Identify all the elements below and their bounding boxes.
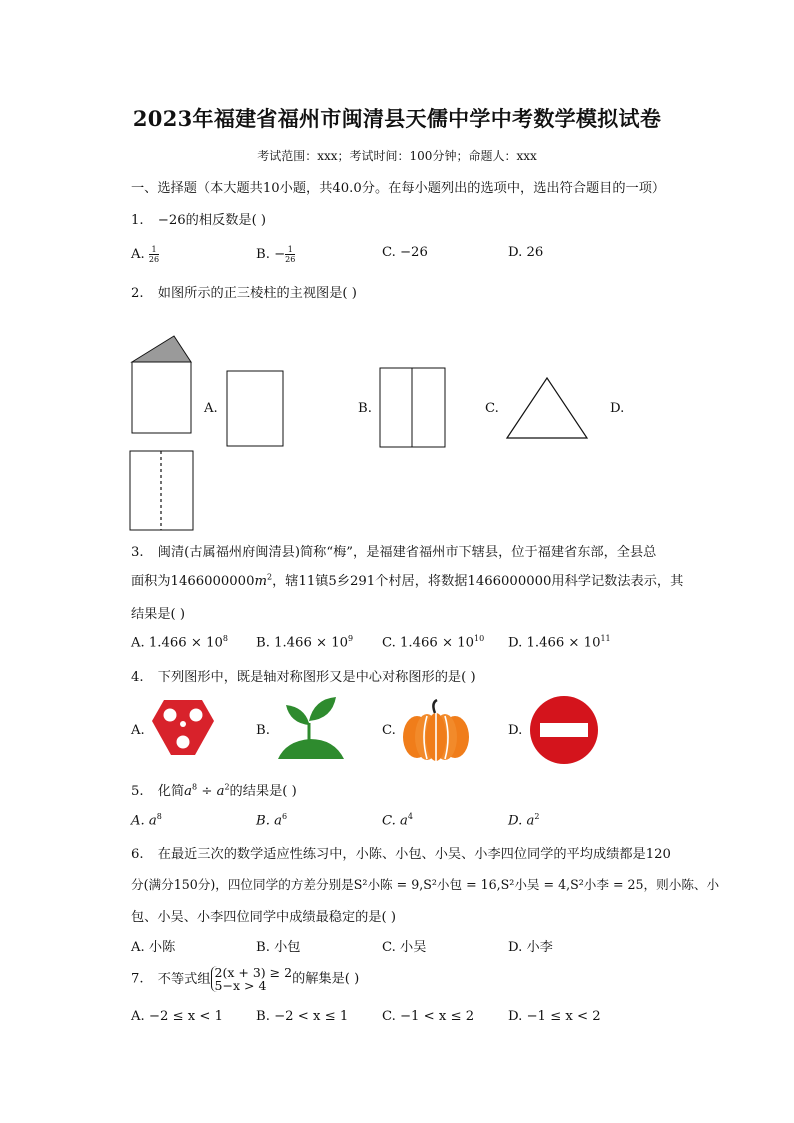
divide-expression: ÷ a (197, 784, 225, 799)
question-6 (131, 843, 671, 862)
option-b[interactable]: B. $a^6$ (256, 812, 288, 829)
q2-option-a-label[interactable]: A. (204, 401, 218, 416)
option-a[interactable]: A. $a^8$ (131, 812, 162, 829)
fraction: $\frac{1}{26}$ (285, 245, 296, 264)
q4-option-c-label[interactable]: C. (382, 723, 396, 738)
question-number: 3. (131, 545, 144, 560)
option-d[interactable]: D. −1 ≤ x < 2 (508, 1009, 601, 1024)
q4-option-b-label[interactable]: B. (256, 723, 270, 738)
question-stem-line1: 闽清(古属福州府闽清县)简称“梅”，是福建省福州市下辖县，位于福建省东部，全县总 (157, 545, 657, 560)
question-6-line3: 包、小吴、小李四位同学中成绩最稳定的是( ) (131, 910, 397, 925)
question-text: 不等式组 (157, 971, 211, 987)
option-c[interactable]: C. $a^4$ (382, 812, 413, 829)
question-3 (131, 541, 656, 560)
q4-option-a-label[interactable]: A. (131, 723, 145, 738)
question-6-line2: 分(满分150分)，四位同学的方差分别是S²小陈 = 9,S²小包 = 16,S²小吴 = 4,S²小李 = 25，则小陈、小 (131, 877, 720, 892)
sprout-icon[interactable] (276, 695, 346, 761)
option-b[interactable]: B. −2 < x ≤ 1 (256, 1009, 349, 1024)
q2-option-c-label[interactable]: C. (485, 401, 499, 416)
exponent: 2 (266, 572, 273, 582)
question-number: 1. (131, 213, 144, 228)
question-number: 5. (131, 784, 144, 799)
page-title: 2023年福建省福州市闽清县天儒中学中考数学模拟试卷 (132, 106, 662, 131)
exam-info: 考试范围：xxx；考试时间：100分钟；命题人：xxx (257, 149, 537, 163)
question-number: 4. (131, 670, 144, 685)
option-c[interactable]: C. −1 < x ≤ 2 (382, 1009, 475, 1024)
option-label: A. (131, 247, 145, 262)
question-text: ，辖11镇5乡291个村居，将数据1466000000用科学记数法表示，其 (272, 574, 684, 589)
question-text: 化简 (157, 784, 185, 799)
option-d[interactable]: D. $a^2$ (508, 812, 540, 829)
question-1 (131, 209, 266, 228)
prism-figure (128, 333, 196, 437)
no-entry-sign-icon[interactable] (528, 694, 600, 766)
inequality-system: 2(x + 3) ≥ 2 5−x > 4 (211, 966, 293, 992)
question-number: 7. (131, 971, 144, 987)
option-c[interactable]: C. −26 (382, 245, 428, 260)
option-d[interactable]: D. $1.466 \times 10^{11}$ (508, 634, 611, 651)
variable: a (184, 784, 193, 799)
option-b[interactable]: B. $1.466 \times 10^9$ (256, 634, 354, 651)
question-text: 的结果是( ) (229, 784, 297, 799)
option-c[interactable]: C. 小吴 (382, 940, 427, 955)
fidget-spinner-icon[interactable] (150, 697, 216, 759)
question-stem: 如图所示的正三棱柱的主视图是( ) (157, 286, 357, 301)
question-stem-line1: 在最近三次的数学适应性练习中，小陈、小包、小吴、小李四位同学的平均成绩都是120 (157, 847, 671, 862)
q4-option-d-label[interactable]: D. (508, 723, 523, 738)
question-text: 面积为1466000000 (131, 574, 255, 589)
question-number: 2. (131, 286, 144, 301)
minus-sign: − (274, 247, 286, 262)
option-b[interactable]: B. 小包 (256, 940, 301, 955)
option-d[interactable]: D. 小李 (508, 940, 553, 955)
option-a[interactable]: A. 小陈 (131, 940, 176, 955)
fraction: $\frac{1}{26}$ (148, 245, 160, 264)
q2-option-b-figure[interactable] (379, 367, 447, 449)
q2-option-b-label[interactable]: B. (358, 401, 372, 416)
exponent: 8 (192, 782, 198, 792)
option-d[interactable]: D. 26 (508, 245, 544, 260)
option-a[interactable]: A. −2 ≤ x < 1 (131, 1009, 224, 1024)
question-stem: 下列图形中，既是轴对称图形又是中心对称图形的是( ) (157, 670, 476, 685)
exponent: 2 (224, 782, 230, 792)
question-3-line2 (131, 570, 683, 589)
q2-option-d-label[interactable]: D. (610, 401, 625, 416)
unit: m (254, 574, 267, 589)
option-label: B. (256, 247, 270, 262)
question-7 (131, 966, 359, 992)
q2-option-c-figure[interactable] (505, 376, 589, 440)
option-a[interactable] (131, 245, 159, 264)
question-number: 6. (131, 847, 144, 862)
q2-option-a-figure[interactable] (226, 370, 286, 448)
option-c[interactable]: C. $1.466 \times 10^{10}$ (382, 634, 485, 651)
section-header: 一、选择题（本大题共10小题，共40.0分。在每小题列出的选项中，选出符合题目的一项） (131, 181, 666, 196)
pumpkin-icon[interactable] (401, 699, 471, 761)
option-b[interactable] (256, 245, 295, 264)
option-a[interactable]: A. $1.466 \times 10^8$ (131, 634, 228, 651)
question-text: 的解集是( ) (292, 971, 360, 987)
question-4 (131, 666, 476, 685)
question-2 (131, 282, 357, 301)
question-3-line3: 结果是( ) (131, 607, 186, 622)
q2-option-d-figure[interactable] (128, 449, 196, 533)
question-5 (131, 780, 297, 799)
question-stem: −26的相反数是( ) (157, 213, 267, 228)
